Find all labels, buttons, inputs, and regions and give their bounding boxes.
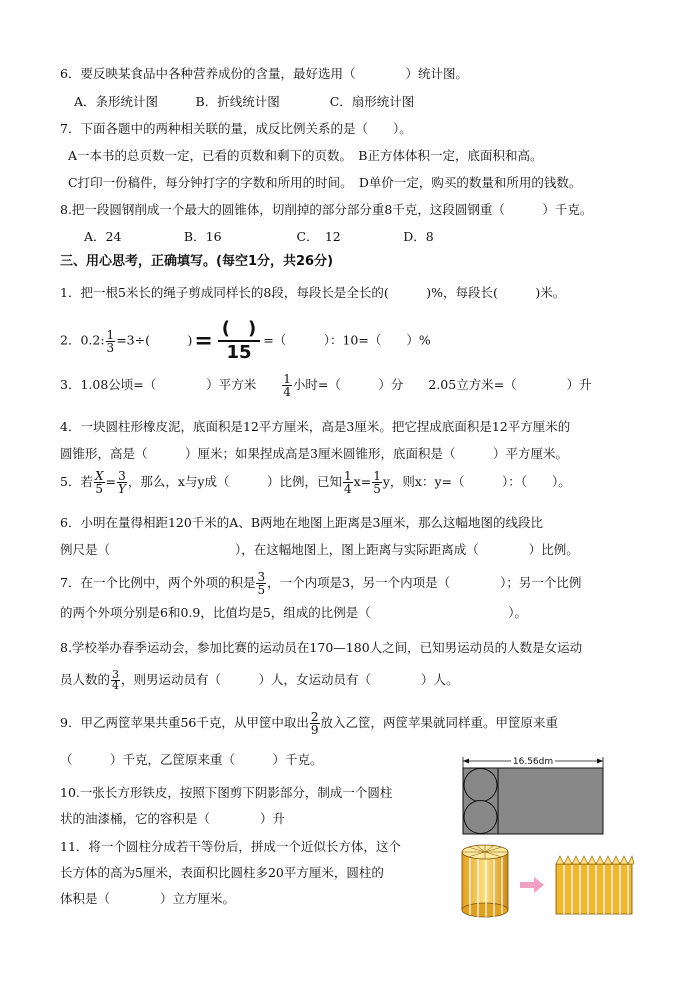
- fill-3-den: 4: [283, 385, 291, 399]
- fill-8-fraction: [111, 670, 120, 691]
- fill-8-b: ，则男运动员有（ ）人，女运动员有（ ）人。: [121, 672, 459, 687]
- q8-stem: 8.把一段圆钢削成一个最大的圆锥体，切削掉的部分部分重8千克，这段圆钢重（ ）千克。: [60, 202, 593, 217]
- fill-8-num: 3: [112, 668, 120, 681]
- cylinder-top-sectors: [462, 845, 508, 859]
- fill-2-big-num: ( ): [218, 318, 260, 342]
- q8-options: A．24 B．16 C． 12 D．8: [84, 229, 434, 244]
- q6-stem: 6．要反映某食品中各种营养成份的含量，最好选用（ ）统计图。: [60, 66, 468, 81]
- fill-3-a: 3．1.08公顷=（ ）平方米: [60, 377, 282, 392]
- fill-9-num: 2: [310, 710, 319, 724]
- fill-2-eq: =: [194, 328, 213, 354]
- fill-9-a: 9．甲乙两筐苹果共重56千克，从甲筐中取出: [60, 715, 309, 730]
- fill-7-a: 7．在一个比例中，两个外项的积是: [60, 575, 256, 590]
- fill-10-line-1: 10.一张长方形铁皮，按照下图剪下阴影部分，制成一个圆柱: [60, 785, 393, 800]
- fill-5-frac4-den: 5: [373, 482, 381, 496]
- fill-5-a: 5．若: [60, 474, 93, 489]
- fill-6-line-1: 6．小明在量得相距120千米的A、B两地在地图上距离是3厘米，那么这幅地图的线段比: [60, 515, 543, 530]
- fill-5: [60, 470, 571, 495]
- fill-2-prefix: 2．0.2:: [60, 332, 105, 348]
- fill-2-mid: =3÷( ): [116, 332, 193, 348]
- fill-9-line-2: （ ）千克，乙筐原来重（ ）千克。: [60, 752, 323, 767]
- fill-8-den: 4: [112, 679, 120, 692]
- fill-3-fraction: [282, 373, 292, 398]
- fill-8-line-2: [60, 670, 459, 691]
- section-3-title: 三、用心思考，正确填写。(每空1分，共26分): [60, 254, 334, 269]
- fill-9-line-1: [60, 711, 558, 736]
- fill-9-b: 放入乙筐，两筐苹果就同样重。甲筐原来重: [320, 715, 559, 730]
- fill-2-suffix: =（ ）：10=（ ）%: [263, 332, 431, 348]
- fill-5-e: y，则x：y=（ ）：（ ）。: [382, 474, 571, 489]
- fill-11-line-3: 体积是（ ）立方厘米。: [60, 891, 236, 906]
- fill-7-b: ，一个内项是3，另一个内项是（ ）；另一个比例: [267, 575, 582, 590]
- q6-options: A．条形统计图 B．折线统计图 C．扇形统计图: [74, 94, 415, 109]
- fill-5-frac2-den: [117, 483, 127, 495]
- fill-10-line-2: 状的油漆桶，它的容积是（ ）升: [60, 811, 286, 826]
- fill-5-fraction-2: [117, 470, 127, 495]
- fill-11-line-2: 长方体的高为5厘米，表面积比圆柱多20平方厘米，圆柱的: [60, 865, 384, 880]
- fill-4-line-1: 4．一块圆柱形橡皮泥，底面积是12平方厘米，高是3厘米。把它捏成底面积是12平方厘米的: [60, 419, 571, 434]
- fill-1: 1．把一根5米长的绳子剪成同样长的8段，每段长是全长的( )%，每段长( )米。: [60, 285, 566, 300]
- fill-5-frac1-num-text: X: [94, 469, 104, 483]
- fill-7-num: 3: [257, 570, 266, 584]
- q7-stem: 7．下面各题中的两种相关联的量，成反比例关系的是（ ）。: [60, 121, 412, 136]
- fill-5-frac3-den: 4: [344, 482, 352, 496]
- fill-7-den: 5: [257, 583, 266, 597]
- top-circle: [464, 769, 497, 802]
- q7-options-ab: A一本书的总页数一定，已看的页数和剩下的页数。 B正方体体积一定，底面积和高。: [68, 148, 543, 163]
- fill-2-frac1-den: 3: [106, 340, 115, 355]
- fill-5-frac1-den: 5: [95, 482, 104, 496]
- dimension-label: 16.56dm: [512, 757, 554, 767]
- fill-11-line-1: 11．将一个圆柱分成若干等份后，拼成一个近似长方体，这个: [60, 839, 401, 854]
- fill-2-big-den: 15: [226, 342, 252, 363]
- fill-2-frac1-num: 1: [106, 327, 115, 342]
- fill-5-fraction-1: [94, 470, 105, 495]
- fill-2-big-fraction: [218, 318, 260, 364]
- bottom-circle: [464, 801, 497, 834]
- sheet-cutting-diagram: [456, 754, 612, 838]
- fill-7-line-1: [60, 571, 581, 596]
- fill-4-line-2: 圆锥形，高是（ ）厘米；如果捏成高是3厘米圆锥形，底面积是（ ）平方厘米。: [60, 446, 568, 461]
- fill-2-fraction-1: [106, 329, 116, 354]
- cylinder-body: [462, 852, 508, 910]
- fill-2: [60, 318, 431, 364]
- fill-5-frac2-num: 3: [118, 469, 126, 483]
- cuboid-teeth: [556, 856, 634, 864]
- fill-7-line-2: 的两个外项分别是6和0.9，比值均是5，组成的比例是（ ）。: [60, 605, 528, 620]
- fill-5-frac4-num: 1: [373, 469, 381, 483]
- q7-options-cd: C打印一份稿件，每分钟打字的字数和所用的时间。 D单价一定，购买的数量和所用的钱数。: [68, 175, 582, 190]
- fill-7-fraction: [256, 571, 266, 596]
- fill-5-b: ，那么，x与y成（ ）比例，已知: [127, 474, 343, 489]
- fill-8-a: 员人数的: [60, 672, 111, 687]
- fill-3-b: 小时=（ ）分 2.05立方米=（ ）升: [292, 377, 592, 392]
- fill-8-line-1: 8.学校举办春季运动会，参加比赛的运动员在170—180人之间，已知男运动员的人数是女运动: [60, 640, 583, 655]
- fill-5-fraction-3: [343, 470, 353, 495]
- cylinder-bottom: [462, 903, 508, 917]
- dimension-arrow-left: [463, 759, 469, 764]
- fill-5-eq: =: [105, 474, 116, 489]
- dimension-arrow-right: [597, 759, 603, 764]
- fill-5-c: x=: [353, 474, 372, 489]
- fill-9-fraction: [310, 711, 320, 736]
- fill-9-den: 9: [310, 723, 319, 737]
- fill-5-fraction-4: [372, 470, 382, 495]
- fill-3-num: 1: [283, 372, 291, 386]
- fill-3: [60, 373, 592, 398]
- fill-5-frac3-num: 1: [344, 469, 352, 483]
- fill-6-line-2: 例尺是（ ），在这幅地图上，图上距离与实际距离成（ ）比例。: [60, 542, 579, 557]
- arrow-icon: [520, 877, 544, 893]
- cylinder-to-cuboid-diagram: [456, 840, 646, 920]
- fill-5-frac2-den-text: Y: [117, 482, 126, 496]
